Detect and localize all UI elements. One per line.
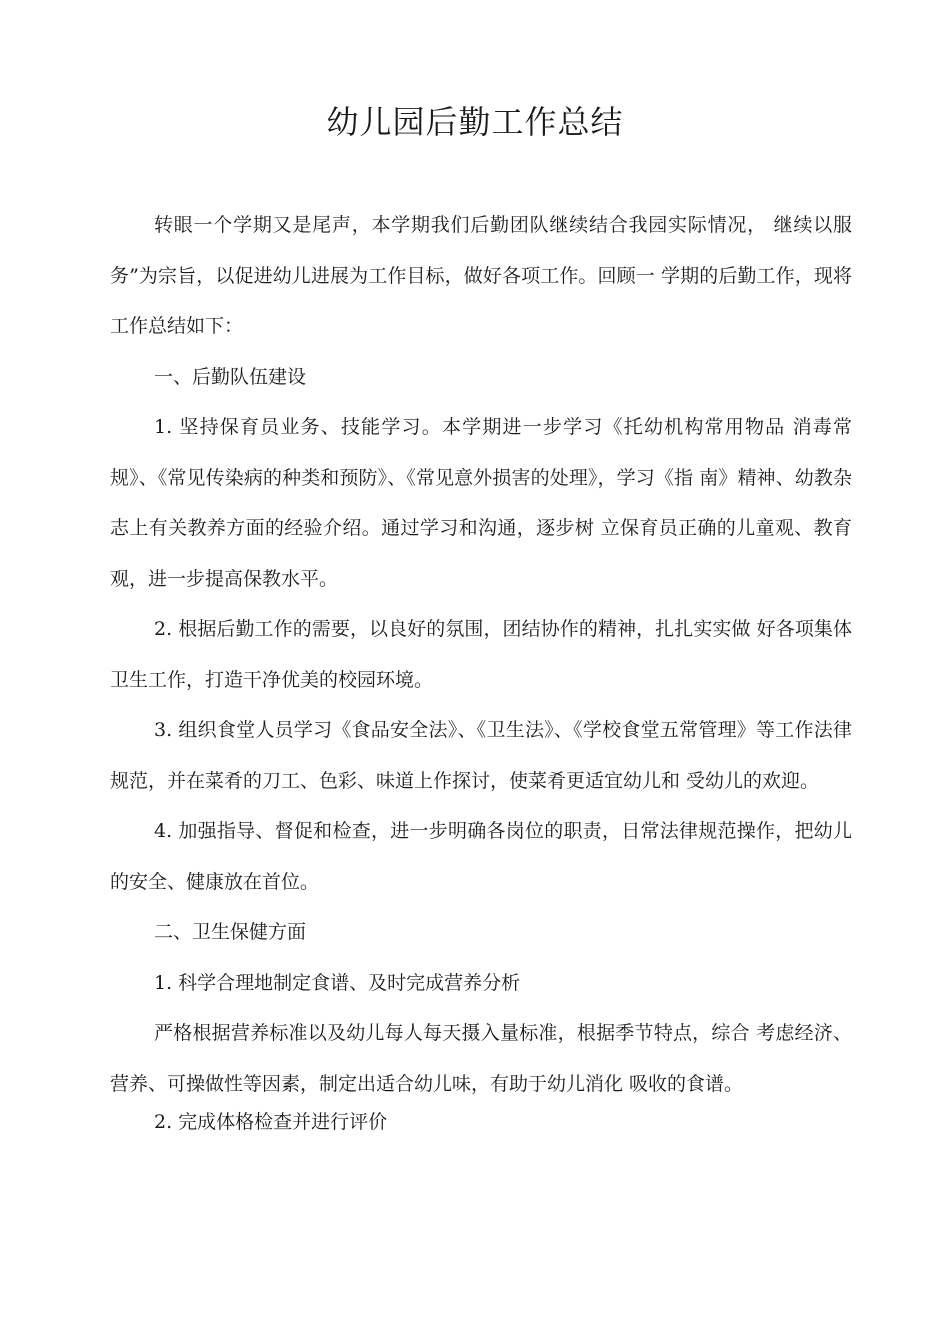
paragraph-item-4: 4. 加强指导、督促和检查，进一步明确各岗位的职责，日常法律规范操作，把幼儿的安全、健康放在首位。 — [110, 820, 852, 893]
document-body — [110, 200, 852, 1148]
paragraph-item-2: 2. 根据后勤工作的需要，以良好的氛围，团结协作的精神，扎扎实实做 好各项集体卫生工作，打造干净优美的校园环境。 — [110, 618, 852, 691]
section-heading-health-care: 二、卫生保健方面 — [154, 921, 307, 943]
intro-paragraph: 转眼一个学期又是尾声，本学期我们后勤团队继续结合我园实际情况， 继续以服务”为宗旨，以促进幼儿进展为工作目标，做好各项工作。回顾一 学期的后勤工作，现将工作总结如下： — [110, 214, 852, 337]
subheading-physical-exam: 2. 完成体格检查并进行评价 — [154, 1111, 388, 1133]
paragraph-menu-planning: 严格根据营养标准以及幼儿每人每天摄入量标准，根据季节特点，综合 考虑经济、营养、可操做性等因素，制定出适合幼儿味，有助于幼儿消化 吸收的食谱。 — [110, 1022, 852, 1095]
paragraph-item-1: 1. 坚持保育员业务、技能学习。本学期进一步学习《托幼机构常用物品 消毒常规》、《常见传染病的种类和预防》、《常见意外损害的处理》，学习《指 南》精神、幼教杂志上有关教养方面的经验介绍。通过学习和沟通，逐步树 立保育员正确的儿童观、教育观，进一步提高保教水平。 — [110, 416, 852, 590]
document-title: 幼儿园后勤工作总结 — [326, 103, 624, 141]
subheading-menu-planning: 1. 科学合理地制定食谱、及时完成营养分析 — [154, 971, 521, 994]
paragraph-item-3: 3. 组织食堂人员学习《食品安全法》、《卫生法》、《学校食堂五常管理》等工作法律规范，并在菜肴的刀工、色彩、味道上作探讨，使菜肴更适宜幼儿和 受幼儿的欢迎。 — [110, 719, 852, 792]
section-heading-logistics-team: 一、后勤队伍建设 — [154, 365, 307, 388]
